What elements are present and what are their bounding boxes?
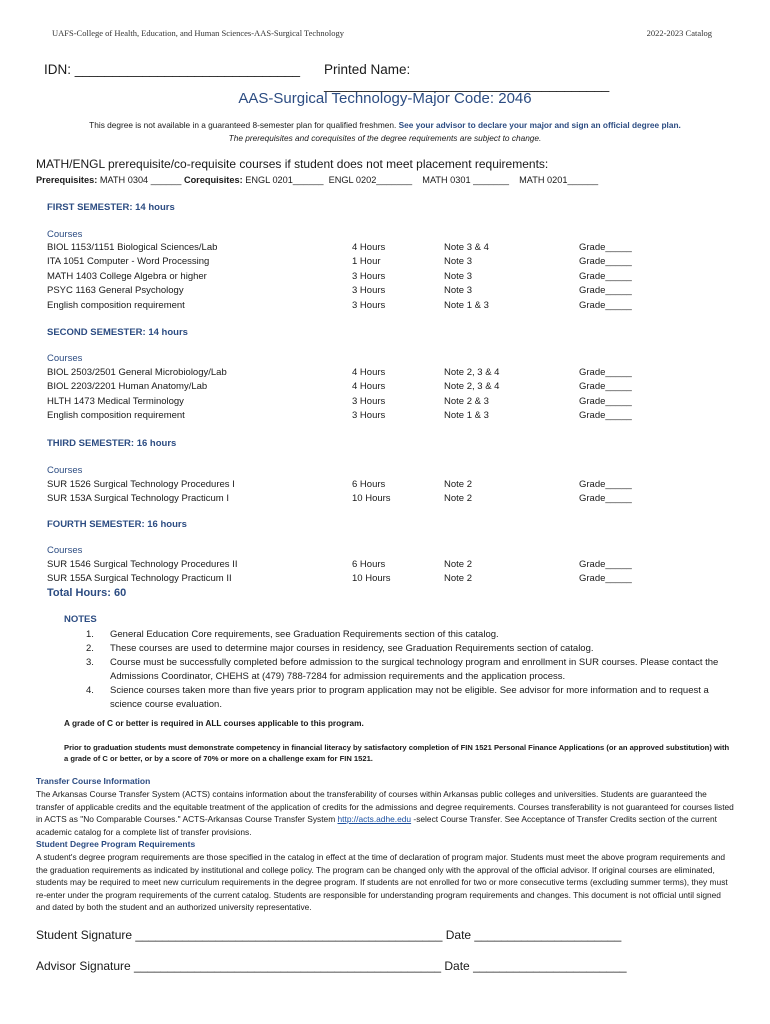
page-title: AAS-Surgical Technology-Major Code: 2046 xyxy=(238,90,532,107)
courses-label: Courses xyxy=(47,465,83,476)
grade-blank[interactable]: Grade_____ xyxy=(579,493,632,505)
header-program: UAFS-College of Health, Education, and Human Sciences-AAS-Surgical Technology xyxy=(52,28,345,38)
course-hours: 3 Hours xyxy=(352,270,386,282)
grade-blank[interactable]: Grade_____ xyxy=(579,285,632,297)
total-hours: Total Hours: 60 xyxy=(47,587,127,599)
course-row xyxy=(47,300,647,314)
course-row xyxy=(47,573,647,587)
prereq-line xyxy=(36,175,598,185)
course-name: BIOL 2203/2201 Human Anatomy/Lab xyxy=(47,381,208,393)
grade-blank[interactable]: Grade_____ xyxy=(579,367,632,378)
course-hours: 3 Hours xyxy=(352,299,386,311)
header-catalog-year: 2022-2023 Catalog xyxy=(646,28,712,38)
course-row xyxy=(47,559,647,573)
idn-field[interactable]: IDN: ______________________________ xyxy=(44,62,300,77)
course-name: SUR 1546 Surgical Technology Procedures II xyxy=(47,559,238,570)
grade-blank[interactable]: Grade_____ xyxy=(579,573,632,585)
course-hours: 4 Hours xyxy=(352,242,386,253)
course-note: Note 1 & 3 xyxy=(444,299,489,311)
prereq-label: Prerequisites: xyxy=(36,175,98,185)
course-hours: 3 Hours xyxy=(352,285,386,297)
course-name: BIOL 2503/2501 General Microbiology/Lab xyxy=(47,367,227,378)
note-text: Science courses taken more than five years prior to program application may not be eligible. See advisor for more information and to request a science course evaluation. xyxy=(110,685,709,710)
course-name: HLTH 1473 Medical Terminology xyxy=(47,395,184,407)
grade-blank[interactable]: Grade_____ xyxy=(579,242,632,253)
coreq-label: Corequisites: xyxy=(183,175,243,185)
semester-title: FOURTH SEMESTER: 16 hours xyxy=(47,519,187,530)
transfer-paragraph xyxy=(36,788,736,838)
course-row xyxy=(47,493,647,507)
grade-blank[interactable]: Grade_____ xyxy=(579,395,632,407)
financial-literacy-requirement: Prior to graduation students must demonstrate competency in financial literacy by satisfactory completion of FIN 1521 Personal Finance Applications (or an approved substitution) with a grade of C or better, or by a score of 70% or more on a challenge exam for FIN 1521. xyxy=(64,743,730,763)
course-row xyxy=(47,271,647,285)
course-name: SUR 153A Surgical Technology Practicum I xyxy=(47,493,229,505)
course-hours: 6 Hours xyxy=(352,559,386,570)
course-row xyxy=(47,396,647,410)
course-note: Note 2, 3 & 4 xyxy=(444,367,500,378)
intro-line xyxy=(0,120,770,130)
course-name: PSYC 1163 General Psychology xyxy=(47,285,184,297)
course-name: SUR 155A Surgical Technology Practicum II xyxy=(47,573,232,585)
note-number: 1. xyxy=(86,629,94,640)
degree-req-heading: Student Degree Program Requirements xyxy=(36,839,196,849)
course-hours: 3 Hours xyxy=(352,410,386,422)
course-name: English composition requirement xyxy=(47,410,185,422)
course-name: BIOL 1153/1151 Biological Sciences/Lab xyxy=(47,242,218,253)
course-hours: 3 Hours xyxy=(352,395,386,407)
course-note: Note 2 xyxy=(444,479,472,490)
course-name: ITA 1051 Computer - Word Processing xyxy=(47,256,210,268)
note-text: General Education Core requirements, see Graduation Requirements section of this catalog. xyxy=(110,629,499,640)
course-note: Note 2, 3 & 4 xyxy=(444,381,500,393)
course-note: Note 3 xyxy=(444,270,472,282)
course-note: Note 2 xyxy=(444,573,472,585)
course-row xyxy=(47,410,647,424)
note-text: Course must be successfully completed before admission to the surgical technology program and enrollment in SUR courses. Please contact the Admissions Coordinator, CHEHS at (479) 788-7284 for admission requirements and the application process. xyxy=(110,657,719,682)
grade-blank[interactable]: Grade_____ xyxy=(579,381,632,393)
note-text: These courses are used to determine major courses in residency, see Graduation Requirements section of catalog. xyxy=(110,643,594,654)
grade-blank[interactable]: Grade_____ xyxy=(579,299,632,311)
course-note: Note 2 & 3 xyxy=(444,395,489,407)
semester-title: THIRD SEMESTER: 16 hours xyxy=(47,438,177,449)
course-hours: 6 Hours xyxy=(352,479,386,490)
courses-label: Courses xyxy=(47,353,83,364)
advisor-signature-line[interactable]: Advisor Signature ______________________________________________ Date _______________________ xyxy=(36,959,627,973)
note-number: 2. xyxy=(86,643,94,654)
note-number: 4. xyxy=(86,685,94,696)
grade-blank[interactable]: Grade_____ xyxy=(579,410,632,422)
degree-req-paragraph: A student's degree program requirements are those specified in the catalog in effect at the time of declaration of program major. Students must meet the above program requirements and the graduation requirements as indicated by institutional and college policy. The program can be changed only with the approval of the official advisor. If original courses are eliminated, students may be required to meet new curriculum requirements in the degree program. If students are not enrolled for two or more consecutive terms (excluding summer terms), they must re-enter under the program requirements of the current catalog. Students are responsible for understanding program requirements and changes. This document is not official until signed and dated by both the student and an authorized university representative. xyxy=(36,852,728,913)
course-name: English composition requirement xyxy=(47,299,185,311)
semester-title: SECOND SEMESTER: 14 hours xyxy=(47,327,188,338)
course-hours: 1 Hour xyxy=(352,256,381,268)
acts-link[interactable]: http://acts.adhe.edu xyxy=(337,814,412,825)
coreq-value[interactable]: ENGL 0201______ ENGL 0202_______ MATH 0301 _______ MATH 0201______ xyxy=(242,175,599,185)
subject-to-change-note: The prerequisites and corequisites of the degree requirements are subject to change. xyxy=(228,133,542,143)
course-row xyxy=(47,479,647,493)
grade-blank[interactable]: Grade_____ xyxy=(579,256,632,268)
prereq-heading: MATH/ENGL prerequisite/co-requisite courses if student does not meet placement requirements: xyxy=(36,157,549,171)
courses-label: Courses xyxy=(47,229,83,240)
course-hours: 4 Hours xyxy=(352,367,386,378)
intro-advisor-notice: See your advisor to declare your major and sign an official degree plan. xyxy=(398,120,681,130)
course-row xyxy=(47,285,647,299)
course-note: Note 2 xyxy=(444,493,472,505)
course-hours: 10 Hours xyxy=(352,573,391,585)
course-row xyxy=(47,381,647,395)
course-row xyxy=(47,367,647,381)
course-hours: 10 Hours xyxy=(352,493,391,505)
grade-blank[interactable]: Grade_____ xyxy=(579,559,632,570)
grade-blank[interactable]: Grade_____ xyxy=(579,479,632,490)
course-note: Note 2 xyxy=(444,559,472,570)
transfer-text-end: -select Course Transfer. See Acceptance of Transfer Credits section of the current academic catalog for a complete list of transfer provisions. xyxy=(36,814,717,837)
courses-label: Courses xyxy=(47,545,83,556)
grade-blank[interactable]: Grade_____ xyxy=(579,270,632,282)
course-name: MATH 1403 College Algebra or higher xyxy=(47,270,207,282)
transfer-heading: Transfer Course Information xyxy=(36,776,151,786)
course-name: SUR 1526 Surgical Technology Procedures I xyxy=(47,479,235,490)
course-row xyxy=(47,242,647,256)
course-row xyxy=(47,256,647,270)
course-note: Note 3 xyxy=(444,256,472,268)
course-note: Note 1 & 3 xyxy=(444,410,489,422)
course-note: Note 3 xyxy=(444,285,472,297)
grade-requirement: A grade of C or better is required in ALL courses applicable to this program. xyxy=(64,718,364,728)
transfer-text: The Arkansas Course Transfer System (ACTS) contains information about the transferability of courses within Arkansas public colleges and universities. Students are guaranteed the transfer of applicable credits and the equitable treatment of the application of credits for the admissions and degree requirements. Courses transferability is not guaranteed for courses listed in ACTS as "No Comparable Courses." ACTS-Arkansas Course Transfer System xyxy=(36,789,734,825)
printed-name-field[interactable]: Printed Name: ______________________________________ xyxy=(324,62,610,92)
semester-title: FIRST SEMESTER: 14 hours xyxy=(47,202,175,213)
course-note: Note 3 & 4 xyxy=(444,242,489,253)
student-signature-line[interactable]: Student Signature ______________________________________________ Date ______________________ xyxy=(36,928,622,942)
intro-plain: This degree is not available in a guaranteed 8-semester plan for qualified freshmen. xyxy=(89,120,399,130)
course-hours: 4 Hours xyxy=(352,381,386,393)
prereq-value[interactable]: MATH 0304 ______ xyxy=(97,175,184,185)
notes-label: NOTES xyxy=(64,614,97,625)
note-number: 3. xyxy=(86,657,94,668)
